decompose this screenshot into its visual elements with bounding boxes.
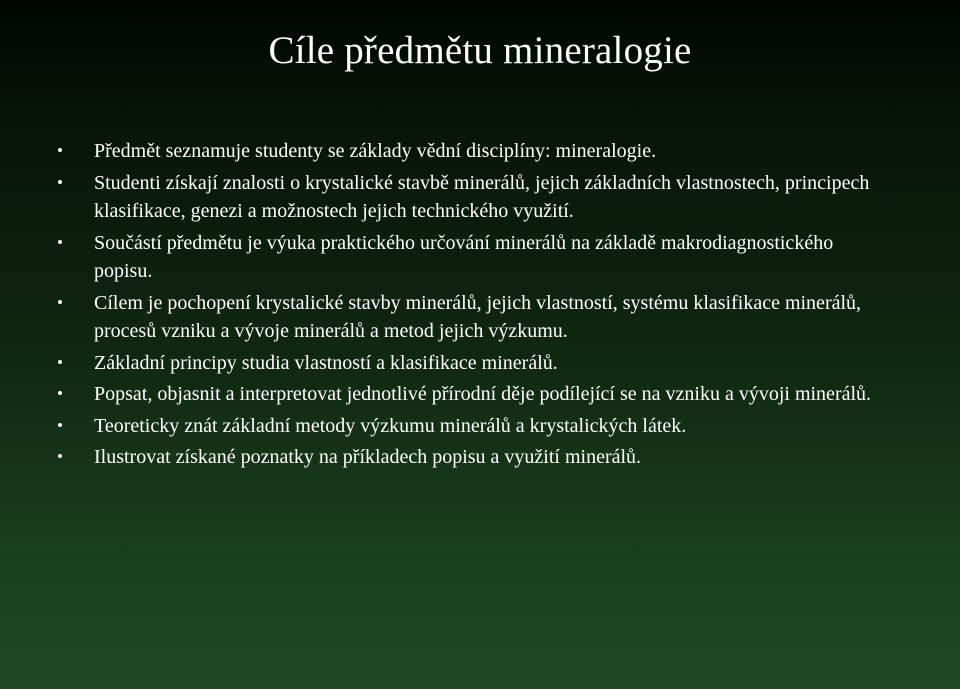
bullet-text: Předmět seznamuje studenty se základy vědní disciplíny: mineralogie. [94,140,657,162]
bullet-icon: • [57,384,63,403]
bullet-list [0,137,960,475]
bullet-item [0,229,960,286]
bullet-item [0,412,960,441]
bullet-icon: • [57,415,63,435]
slide-title: Cíle předmětu mineralogie [268,29,692,72]
bullet-item [0,169,960,226]
bullet-item [0,380,960,409]
bullet-text: Základní principy studia vlastností a klasifikace minerálů. [94,351,558,374]
bullet-item [0,443,960,472]
bullet-text: Cílem je pochopení krystalické stavby minerálů, jejich vlastností, systému klasifikace minerálů, procesů vzniku a vývoje minerálů a metod jejich výzkumu. [94,291,862,342]
bullet-icon: • [57,292,63,312]
bullet-icon: • [57,232,63,252]
bullet-item [0,137,960,166]
bullet-text: Součástí předmětu je výuka praktického určování minerálů na základě makrodiagnostického popisu. [94,231,834,282]
bullet-icon: • [57,172,63,192]
bullet-text: Teoreticky znát základní metody výzkumu minerálů a krystalických látek. [94,414,687,437]
bullet-item [0,349,960,378]
bullet-text: Ilustrovat získané poznatky na příkladech popisu a využití minerálů. [94,446,642,468]
bullet-icon: • [57,447,63,466]
bullet-icon: • [57,141,63,160]
bullet-item [0,289,960,346]
bullet-icon: • [57,352,63,372]
bullet-text: Studenti získají znalosti o krystalické stavbě minerálů, jejich základních vlastnostech, principech klasifikace, genezi a možnostech jejich technického využití. [94,171,870,222]
bullet-text: Popsat, objasnit a interpretovat jednotlivé přírodní děje podílející se na vzniku a vývoji minerálů. [94,383,872,405]
